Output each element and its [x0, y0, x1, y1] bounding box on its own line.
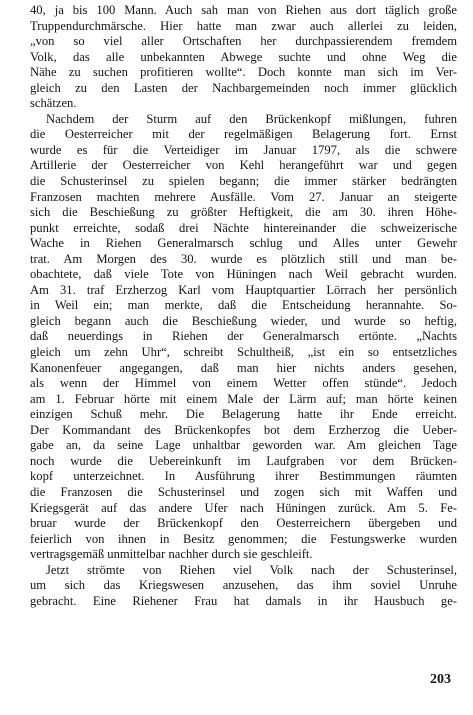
text-line: kopf unterzeichnet. In Ausführung ihrer Bestimmungen räumten — [30, 469, 457, 484]
text-line: wurde es für die Verteidiger im Januar 1797, als die schwere — [30, 142, 457, 157]
text-line: 40, ja bis 100 Mann. Auch sah man von Riehen aus dort täglich große — [30, 3, 457, 17]
text-line: Kanonenfeuer angegangen, daß man hier nichts anders gesehen, — [30, 360, 457, 375]
text-line: Jetzt strömte von Riehen viel Volk nach der Schusterinsel, — [46, 562, 457, 577]
text-line: gleich um zehn Uhr“, schreibt Schultheiß, „ist ein so entsetzliches — [30, 345, 457, 360]
text-line: um sich das Kriegswesen anzusehen, das ihm soviel Unruhe — [30, 578, 457, 593]
text-line: die Franzosen die Schusterinsel und zogen sich mit Waffen und — [30, 484, 457, 499]
text-line: als wenn der Himmel von einem Wetter offen stünde“. Jedoch — [30, 376, 457, 391]
text-line: am 1. Februar hörte mit einem Male der Lärm auf; man hörte keinen — [30, 391, 457, 406]
text-line: gleich begann auch die Beschießung wieder, und wurde so heftig, — [30, 313, 457, 328]
text-line: Nähe zu suchen profitieren wollte“. Doch konnte man sich im Ver- — [30, 65, 457, 80]
paragraph-1 — [30, 3, 457, 112]
text-line: in Weil ein; man merkte, daß die Entscheidung herannahte. So- — [30, 298, 457, 313]
text-line: Franzosen machten mehrere Ausfälle. Vom 27. Januar an steigerte — [30, 189, 457, 204]
text-line: noch wurde die Uebereinkunft im Laufgraben vor dem Brücken- — [30, 453, 457, 468]
text-line: Volk, das alle unbekannten Abwege suchte und ohne Weg die — [30, 49, 457, 64]
text-line: Am 31. traf Erzherzog Karl vom Hauptquartier Lörrach her persönlich — [30, 282, 457, 297]
text-line: gleich zu den Lasten der Nachbargemeinden noch immer glücklich — [30, 80, 457, 95]
text-line: obachtete, daß viele Tote von Hüningen nach Weil gebracht wurden. — [30, 267, 457, 282]
text-line: Der Kommandant des Brückenkopfes bot dem Erzherzog die Ueber- — [30, 422, 457, 437]
text-line: trat. Am Morgen des 30. wurde es plötzlich still und man be- — [30, 251, 457, 266]
text-line: vertragsgemäß unmittelbar nachher durch sie geschleift. — [30, 547, 313, 562]
text-line: schätzen. — [30, 96, 77, 111]
text-line: sich die Beschießung zu größter Heftigkeit, die am 30. ihren Höhe- — [30, 205, 457, 220]
text-line: die Schusterinsel zu spielen begann; die immer stärker bedrängten — [30, 174, 457, 189]
text-line: bruar wurde der Brückenkopf den Oesterreichern übergeben und — [30, 516, 457, 531]
text-line: Wache in Riehen Generalmarsch schlug und Alles unter Gewehr — [30, 236, 457, 251]
text-line: feierlich von ihnen in Besitz genommen; die Festungswerke wurden — [30, 531, 457, 546]
page-number: 203 — [430, 672, 451, 687]
text-line: Kriegsgerät auf das andere Ufer nach Hüningen zurück. Am 5. Fe- — [30, 500, 457, 515]
text-line: Truppendurchmärsche. Hier hatte man zwar auch allerlei zu leiden, — [30, 18, 457, 33]
text-line: „von so viel aller Ortschaften her durchpassierendem fremdem — [30, 34, 457, 49]
text-line: gebracht. Eine Riehener Frau hat damals in ihr Hausbuch ge- — [30, 593, 457, 608]
text-line: Nachdem der Sturm auf den Brückenkopf mißlungen, fuhren — [46, 111, 457, 126]
text-line: daß neuerdings in Riehen der Generalmarsch ertönte. „Nachts — [30, 329, 457, 344]
text-line: Artillerie der Oesterreicher von Kehl herangeführt war und gegen — [30, 158, 457, 173]
text-line: einzigen Schuß mehr. Die Belagerung hatte ihr Ende erreicht. — [30, 407, 457, 422]
paragraph-3 — [30, 563, 457, 610]
text-line: gabe an, da seine Lage unhaltbar geworden war. Am gleichen Tage — [30, 438, 457, 453]
paragraph-2 — [30, 112, 457, 563]
text-line: punkt erreichte, sodaß drei Nächte hintereinander die schweizerische — [30, 220, 457, 235]
text-line: die Oesterreicher mit der regelmäßigen Belagerung fort. Ernst — [30, 127, 457, 142]
